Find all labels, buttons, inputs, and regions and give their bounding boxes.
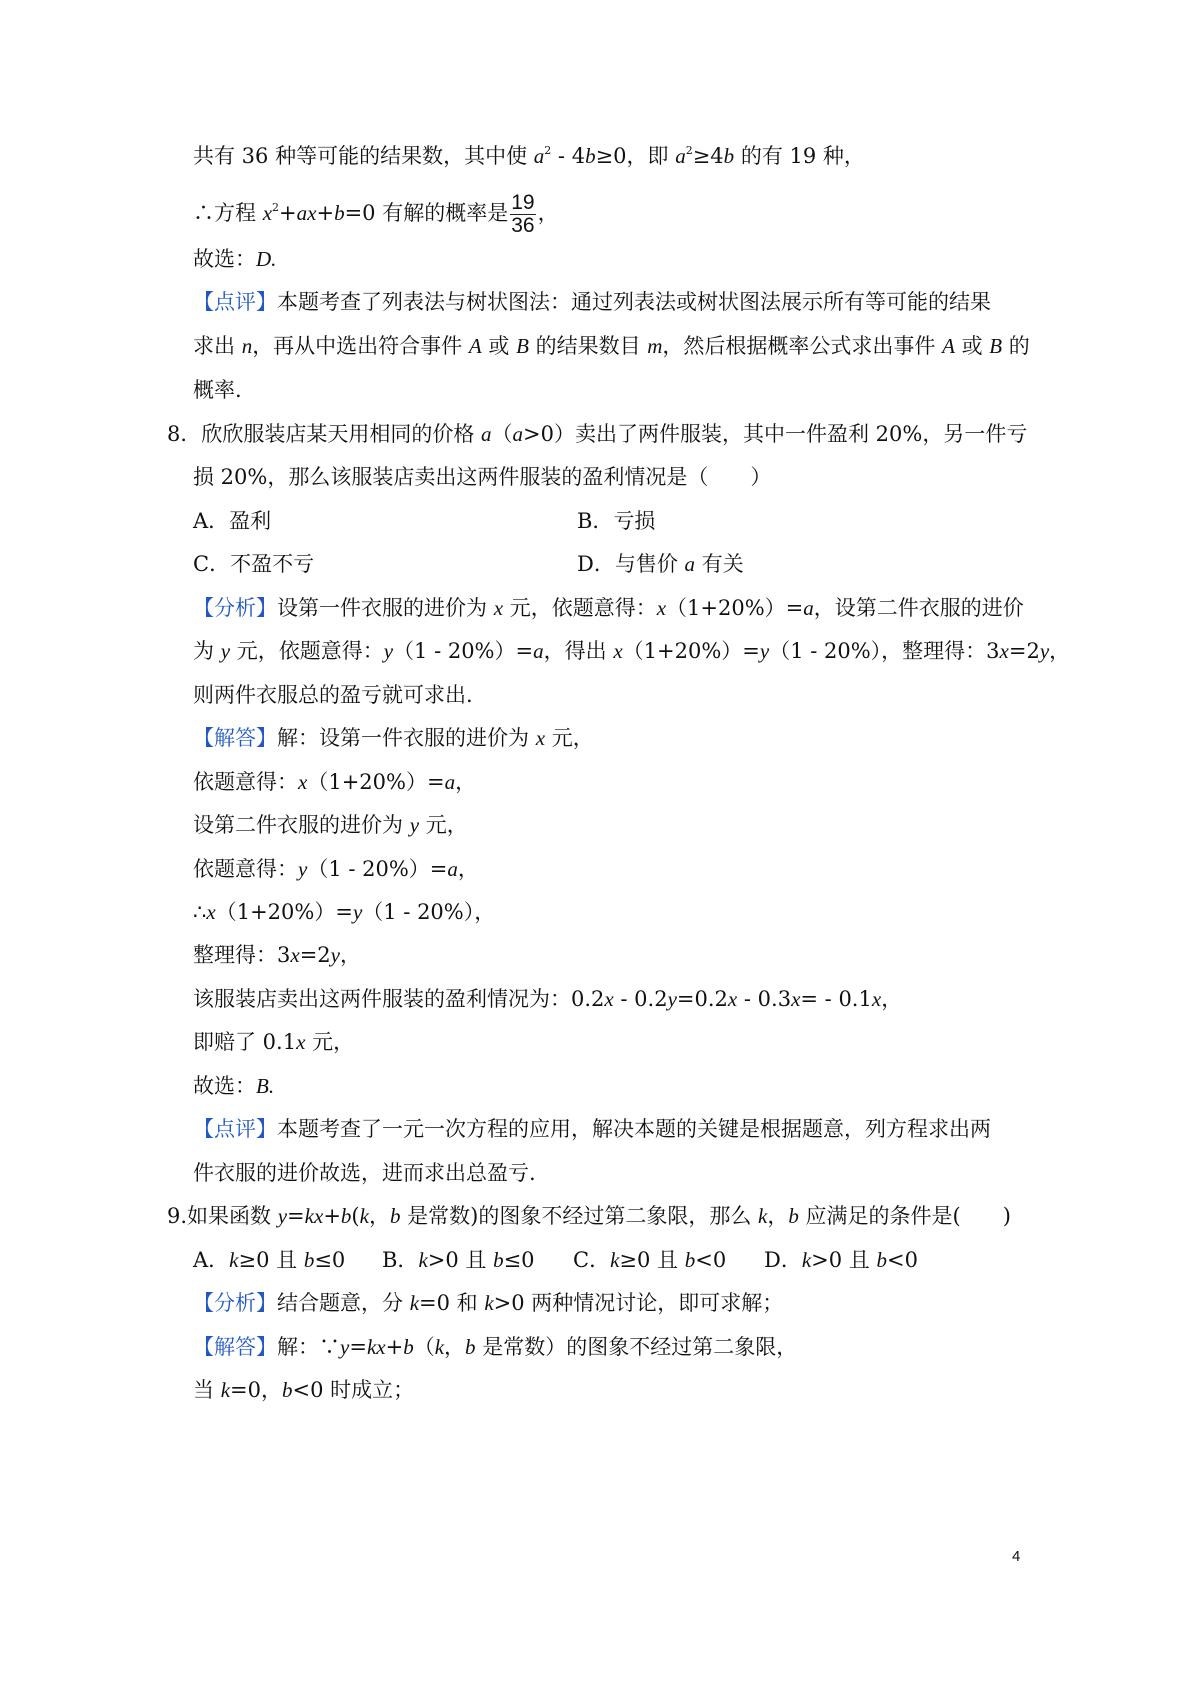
text: + xyxy=(323,1204,341,1228)
text: ， xyxy=(340,943,361,967)
superscript: 2 xyxy=(272,201,280,214)
math-var: y xyxy=(220,639,231,663)
text: =2 xyxy=(299,943,331,967)
text: （1+20%）= xyxy=(622,639,760,663)
option-9b xyxy=(382,1245,535,1275)
math-var: x xyxy=(871,987,882,1011)
math-var: y xyxy=(409,813,420,837)
text-line xyxy=(193,1027,354,1057)
text: （1 - 20%），整理得：3 xyxy=(769,639,1000,663)
text: D． xyxy=(764,1248,802,1272)
text-line xyxy=(193,1288,783,1318)
text: - 0.2 xyxy=(613,987,668,1011)
math-var: x xyxy=(298,770,308,794)
text: B．亏损 xyxy=(577,509,656,533)
math-var: a xyxy=(684,552,696,576)
math-var: y xyxy=(383,639,394,663)
math-var: b xyxy=(684,1248,696,1272)
math-var: k xyxy=(758,1204,768,1228)
math-var: y xyxy=(340,1335,350,1359)
text-line xyxy=(193,331,1030,361)
text: =0.2 xyxy=(676,987,728,1011)
math-var: k xyxy=(229,1248,239,1272)
option-8b xyxy=(577,506,655,536)
math-var: b xyxy=(389,1204,401,1228)
superscript: 2 xyxy=(685,144,693,157)
math-var: y xyxy=(759,639,770,663)
math-var: b xyxy=(281,1378,293,1402)
math-var: B. xyxy=(256,1074,275,1098)
math-var: m xyxy=(647,334,663,358)
text: >0）卖出了两件服装，其中一件盈利 20%，另一件亏 xyxy=(523,422,1028,446)
text: + xyxy=(316,201,335,225)
math-var: x xyxy=(290,943,300,967)
text: 元，依题意得： xyxy=(230,639,384,663)
text: C．不盈不亏 xyxy=(193,552,315,576)
question-8-stem xyxy=(167,419,1027,449)
option-8c xyxy=(193,549,314,579)
math-var: n xyxy=(241,334,253,358)
text: 依题意得： xyxy=(193,857,298,881)
comment-tag: 【点评】 xyxy=(193,290,277,314)
text: （ xyxy=(491,422,513,446)
math-var: y xyxy=(667,987,677,1011)
text: = xyxy=(287,1204,305,1228)
text: 故选： xyxy=(193,1074,256,1098)
math-var: k xyxy=(409,1291,420,1315)
math-var: x xyxy=(656,596,667,620)
text: 8．欣欣服装店某天用相同的价格 xyxy=(167,422,482,446)
math-var: kx xyxy=(304,1204,324,1228)
solution-tag: 【解答】 xyxy=(193,1335,277,1359)
text: 是常数）的图象不经过第二象限， xyxy=(475,1335,798,1359)
math-var: k xyxy=(610,1248,620,1272)
math-var: x xyxy=(296,1030,306,1054)
text: 整理得：3 xyxy=(193,943,291,967)
text: （1 - 20%）= xyxy=(393,639,534,663)
text: <0 xyxy=(886,1248,918,1272)
text: ， xyxy=(368,1204,390,1228)
math-var: x xyxy=(262,201,273,225)
text: 解：∵ xyxy=(277,1335,340,1359)
text: 的 xyxy=(1002,334,1030,358)
page-number: 4 xyxy=(1012,1548,1021,1565)
text: <0 时成立； xyxy=(292,1378,415,1402)
math-var: B xyxy=(516,334,529,358)
text-line xyxy=(193,1071,274,1101)
fraction xyxy=(510,192,535,237)
text: 求出 xyxy=(193,334,242,358)
option-8d xyxy=(577,549,744,579)
math-var: x xyxy=(791,987,801,1011)
math-var: a xyxy=(533,144,545,168)
math-var: k xyxy=(484,1291,494,1315)
math-var: ax xyxy=(296,201,317,225)
text-line xyxy=(193,192,559,237)
text: 本题考查了一元一次方程的应用，解决本题的关键是根据题意，列方程求出两 xyxy=(277,1117,991,1141)
text-line xyxy=(193,767,476,797)
question-8-stem-cont xyxy=(193,462,771,492)
math-var: x xyxy=(493,596,504,620)
text: 结合题意，分 xyxy=(277,1291,410,1315)
math-var: a xyxy=(675,144,686,168)
text: 元， xyxy=(305,1030,355,1054)
text: （1+20%）= xyxy=(215,900,353,924)
text: 当 xyxy=(193,1378,221,1402)
text-line xyxy=(193,1332,797,1362)
math-var: x xyxy=(727,987,738,1011)
text: >0 且 xyxy=(811,1248,877,1272)
math-var: A xyxy=(942,334,955,358)
text: >0 且 xyxy=(427,1248,494,1272)
text-line xyxy=(193,810,468,840)
text: =0， xyxy=(230,1378,282,1402)
text: 概率. xyxy=(193,378,242,402)
text: <0 xyxy=(695,1248,727,1272)
math-var: a xyxy=(512,422,524,446)
text-line xyxy=(193,244,276,274)
superscript: 2 xyxy=(544,144,552,157)
math-var: a xyxy=(533,639,544,663)
text: 有关 xyxy=(695,552,744,576)
text: ， xyxy=(767,1204,789,1228)
text: =2 xyxy=(1008,639,1040,663)
text: （1+20%）= xyxy=(666,596,804,620)
analysis-tag: 【分析】 xyxy=(193,1291,277,1315)
option-8a xyxy=(193,506,271,536)
text: 的结果数目 xyxy=(528,334,648,358)
text: ≤0 xyxy=(503,1248,535,1272)
fraction-numerator: 19 xyxy=(511,191,535,214)
text-line xyxy=(193,1375,414,1405)
text: ，得出 xyxy=(543,639,614,663)
math-var: D. xyxy=(256,247,277,271)
text-line xyxy=(193,375,242,405)
text: 为 xyxy=(193,639,221,663)
math-var: x xyxy=(999,639,1009,663)
math-var: a xyxy=(803,596,814,620)
text: ，再从中选出符合事件 xyxy=(252,334,469,358)
text: 设第二件衣服的进价为 xyxy=(193,813,410,837)
math-var: A xyxy=(468,334,482,358)
text-line xyxy=(193,287,991,317)
text: = - 0.1 xyxy=(800,987,872,1011)
math-var: x xyxy=(206,900,216,924)
option-9d xyxy=(764,1245,918,1275)
text: 本题考查了列表法与树状图法：通过列表法或树状图法展示所有等可能的结果 xyxy=(277,290,991,314)
text: B． xyxy=(382,1248,419,1272)
math-var: b xyxy=(788,1204,799,1228)
math-var: b xyxy=(334,201,345,225)
text-line xyxy=(193,984,902,1014)
text: 或 xyxy=(481,334,517,358)
math-var: x xyxy=(604,987,614,1011)
text: 则两件衣服总的盈亏就可求出. xyxy=(193,683,473,707)
text-line xyxy=(193,680,473,710)
text: 元， xyxy=(419,813,468,837)
math-var: b xyxy=(340,1204,352,1228)
text: 故选： xyxy=(193,247,256,271)
text: （ xyxy=(413,1335,435,1359)
text: A．盈利 xyxy=(193,509,272,533)
math-var: a xyxy=(447,857,458,881)
text: ， xyxy=(455,770,477,794)
text: ， xyxy=(1049,639,1071,663)
text: 或 xyxy=(954,334,990,358)
math-var: y xyxy=(277,1204,288,1228)
text: 解：设第一件衣服的进价为 xyxy=(277,726,536,750)
text-line xyxy=(193,1158,536,1188)
text: 该服装店卖出这两件服装的盈利情况为：0.2 xyxy=(193,987,605,1011)
math-var: b xyxy=(723,144,735,168)
text-line xyxy=(193,1114,991,1144)
text: - 4 xyxy=(551,144,586,168)
text: 9.如果函数 xyxy=(167,1204,278,1228)
option-9a xyxy=(193,1245,345,1275)
text-line xyxy=(193,854,479,884)
text-line xyxy=(193,593,1024,623)
text: 是常数)的图象不经过第二象限，那么 xyxy=(400,1204,758,1228)
text: （1 - 20%）= xyxy=(307,857,448,881)
text-line xyxy=(193,897,495,927)
text: 的有 19 种， xyxy=(734,144,865,168)
math-var: B xyxy=(989,334,1003,358)
solution-tag: 【解答】 xyxy=(193,726,277,750)
text: ≥0，即 xyxy=(595,144,676,168)
math-var: b xyxy=(303,1248,315,1272)
text: 件衣服的进价故选，进而求出总盈亏. xyxy=(193,1161,536,1185)
math-var: k xyxy=(220,1378,231,1402)
text-line xyxy=(193,940,361,970)
text: ， xyxy=(537,201,559,225)
math-var: y xyxy=(330,943,340,967)
math-var: a xyxy=(481,422,492,446)
comment-tag: 【点评】 xyxy=(193,1117,277,1141)
math-var: b xyxy=(493,1248,504,1272)
text: - 0.3 xyxy=(737,987,792,1011)
text: ， xyxy=(881,987,903,1011)
fraction-denominator: 36 xyxy=(511,214,535,237)
text: ，设第二件衣服的进价 xyxy=(813,596,1024,620)
question-9-stem xyxy=(167,1201,1011,1231)
text: 设第一件衣服的进价为 xyxy=(277,596,494,620)
math-var: a xyxy=(444,770,456,794)
text: = xyxy=(349,1335,367,1359)
text: C． xyxy=(573,1248,611,1272)
text: 即赔了 0.1 xyxy=(193,1030,297,1054)
text: ≤0 xyxy=(314,1248,346,1272)
text-line xyxy=(193,636,1070,666)
math-var: b xyxy=(876,1248,887,1272)
text: 元， xyxy=(545,726,594,750)
text: =0 有解的概率是 xyxy=(344,201,509,225)
text-line xyxy=(193,141,865,171)
math-var: x xyxy=(535,726,546,750)
text: ∴ xyxy=(193,900,207,924)
math-var: x xyxy=(613,639,623,663)
text: ∴方程 xyxy=(193,201,263,225)
math-var: y xyxy=(298,857,308,881)
text: 损 20%，那么该服装店卖出这两件服装的盈利情况是（ ） xyxy=(193,465,772,489)
math-var: k xyxy=(359,1204,369,1228)
text: =0 和 xyxy=(419,1291,485,1315)
math-var: k xyxy=(801,1248,812,1272)
text: A． xyxy=(193,1248,230,1272)
text: （1+20%）= xyxy=(307,770,445,794)
text: ，然后根据概率公式求出事件 xyxy=(662,334,943,358)
text: （1 - 20%）， xyxy=(362,900,496,924)
text: ≥0 且 xyxy=(238,1248,304,1272)
text: ≥0 且 xyxy=(619,1248,685,1272)
text: ≥4 xyxy=(692,144,724,168)
math-var: k xyxy=(418,1248,428,1272)
text: 元，依题意得： xyxy=(503,596,657,620)
math-var: b xyxy=(585,144,596,168)
text: ， xyxy=(457,857,479,881)
text: + xyxy=(385,1335,404,1359)
option-9c xyxy=(573,1245,726,1275)
text: 应满足的条件是( ) xyxy=(798,1204,1011,1228)
math-var: k xyxy=(434,1335,445,1359)
math-var: y xyxy=(352,900,363,924)
text-line xyxy=(193,723,594,753)
text: 依题意得： xyxy=(193,770,298,794)
math-var: y xyxy=(1039,639,1050,663)
math-var: kx xyxy=(366,1335,386,1359)
text: D．与售价 xyxy=(577,552,685,576)
math-var: b xyxy=(403,1335,414,1359)
math-var: b xyxy=(465,1335,476,1359)
text: + xyxy=(279,201,297,225)
text: >0 两种情况讨论，即可求解； xyxy=(493,1291,784,1315)
text: 共有 36 种等可能的结果数，其中使 xyxy=(193,144,534,168)
analysis-tag: 【分析】 xyxy=(193,596,277,620)
text: ， xyxy=(444,1335,466,1359)
text: ( xyxy=(351,1204,360,1228)
